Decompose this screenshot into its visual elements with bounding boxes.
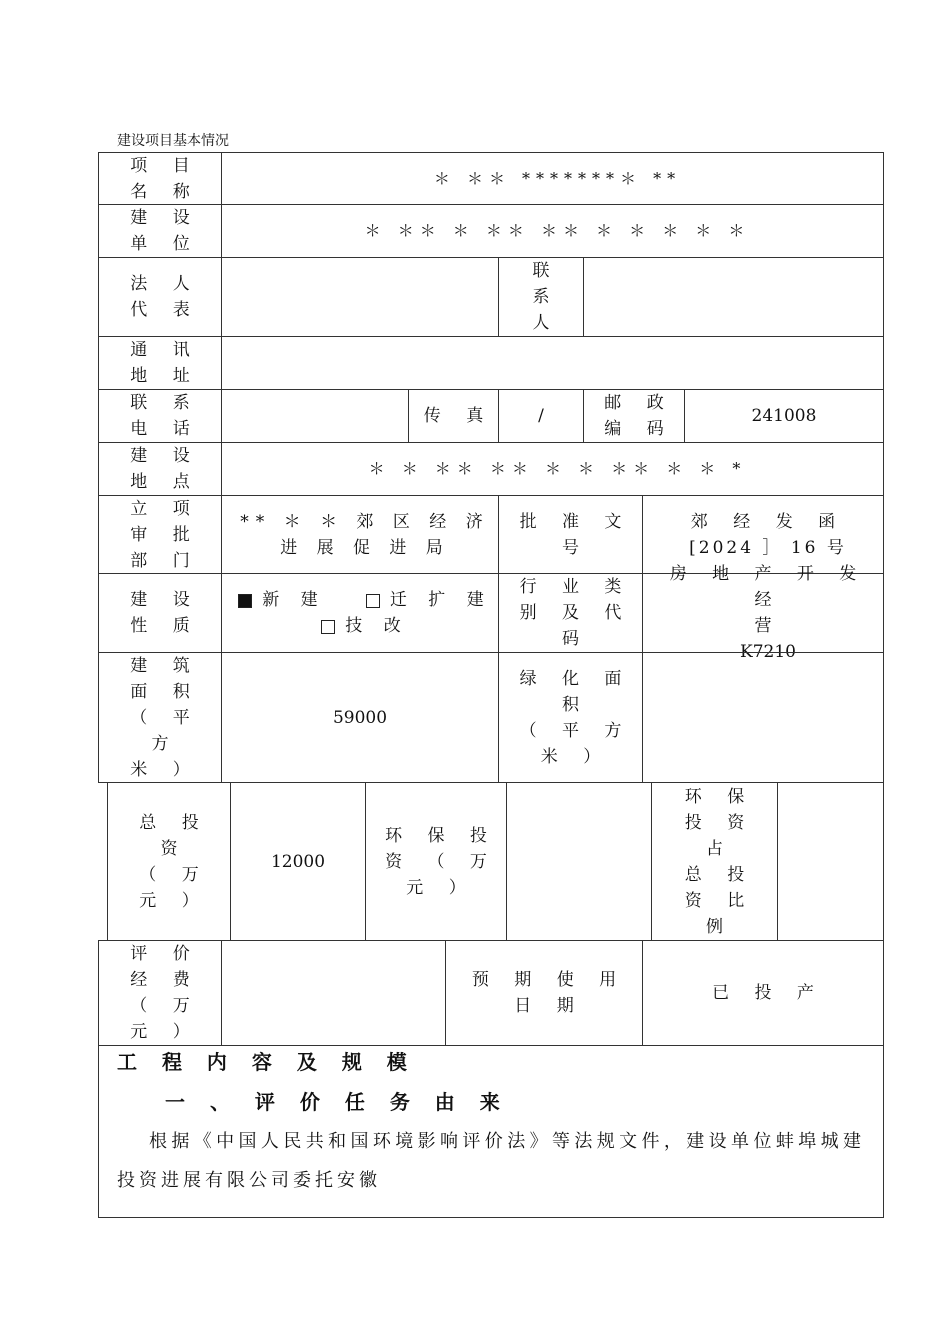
value-env-invest [506, 782, 652, 941]
value-builder: ＊ ＊＊ ＊ ＊＊ ＊＊ ＊ ＊ ＊ ＊ ＊ [221, 204, 884, 258]
value-approval-dept: ** ＊ ＊ 郊 区 经 济 进 展 促 进 局 [221, 495, 499, 574]
value-use-date: 已 投 产 [642, 940, 884, 1046]
value-phone [221, 389, 409, 443]
nature-line2 [321, 613, 408, 639]
value-nature [221, 573, 499, 653]
label-address: 通 讯 地 址 [98, 336, 222, 390]
section-paragraph: 根据《中国人民共和国环境影响评价法》等法规文件，建设单位蚌埠城建投资进展有限公司委托安徽 [117, 1131, 865, 1191]
value-total-invest: 12000 [230, 782, 366, 941]
nature-line1 [238, 587, 491, 613]
nature-tech-label: 技 改 [345, 616, 409, 636]
section-subtitle: 一 、 评 价 任 务 由 来 [165, 1090, 509, 1114]
label-approval-dept: 立 项 审 批 部 门 [98, 495, 222, 574]
industry-name: 房 地 产 开 发 经 营 [669, 564, 867, 636]
label-contact: 联 系 人 [498, 257, 584, 337]
industry-code: K7210 [740, 642, 796, 662]
label-fax: 传 真 [408, 389, 499, 443]
label-use-date: 预 期 使 用 日 期 [445, 940, 643, 1046]
value-env-ratio [777, 782, 884, 941]
table-caption: 建设项目基本情况 [117, 133, 229, 149]
nature-move-label: 迁 扩 建 [389, 590, 492, 610]
label-floor-area: 建 筑 面 积 （ 平 方 米 ） [98, 652, 222, 783]
label-legal-rep: 法 人 代 表 [98, 257, 222, 337]
label-builder: 建 设 单 位 [98, 204, 222, 258]
label-total-invest: 总 投 资 （ 万 元 ） [107, 782, 231, 941]
checkbox-unchecked-icon [366, 594, 380, 608]
value-eval-fee [221, 940, 446, 1046]
approval-no-line1: 郊 经 发 函 [690, 511, 846, 532]
label-postcode: 邮 政 编 码 [583, 389, 685, 443]
label-project-name: 项 目 名 称 [98, 152, 222, 205]
label-green-area: 绿 化 面 积 （ 平 方 米 ） [498, 652, 643, 783]
value-green-area [642, 652, 884, 783]
project-content-section [98, 1045, 884, 1218]
value-contact [583, 257, 884, 337]
label-env-invest: 环 保 投 资 （ 万 元 ） [365, 782, 507, 941]
label-phone: 联 系 电 话 [98, 389, 222, 443]
label-env-ratio: 环 保 投 资 占 总 投 资 比 例 [651, 782, 778, 941]
value-floor-area: 59000 [221, 652, 499, 783]
label-industry: 行 业 类 别 及 代 码 [498, 573, 643, 653]
approval-no-line2: [2024 ］ 16 号 [689, 537, 847, 558]
checkbox-unchecked-icon [321, 620, 335, 634]
nature-new-label: 新 建 [262, 590, 326, 610]
value-postcode: 241008 [684, 389, 884, 443]
value-address [221, 336, 884, 390]
label-approval-no: 批 准 文 号 [498, 495, 643, 574]
value-project-name: ＊ ＊＊ *******＊ ** [221, 152, 884, 205]
checkbox-checked-icon [238, 594, 252, 608]
value-site: ＊ ＊ ＊＊ ＊＊ ＊ ＊ ＊＊ ＊ ＊ * [221, 442, 884, 496]
label-eval-fee: 评 价 经 费 （ 万 元 ） [98, 940, 222, 1046]
label-site: 建 设 地 点 [98, 442, 222, 496]
section-title: 工 程 内 容 及 规 模 [117, 1050, 416, 1074]
label-nature: 建 设 性 质 [98, 573, 222, 653]
value-fax: / [498, 389, 584, 443]
value-legal-rep [221, 257, 499, 337]
value-industry [642, 564, 884, 662]
